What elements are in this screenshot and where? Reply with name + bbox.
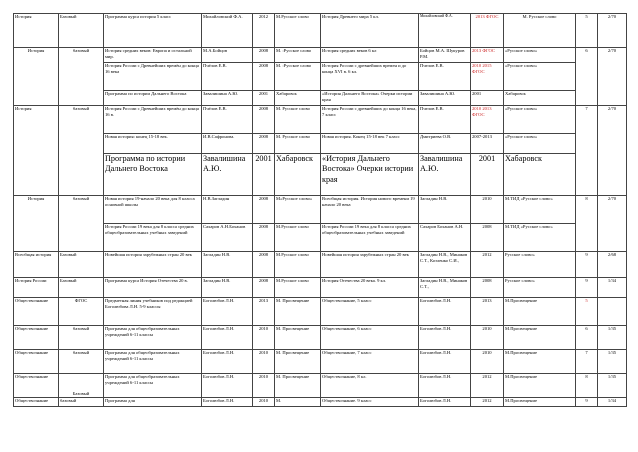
- table-row: [14, 278, 627, 298]
- program-cell: Программа для: [104, 398, 202, 407]
- subject-cell: История: [14, 48, 59, 106]
- textbook-year-cell: 2008: [471, 278, 504, 298]
- program-cell: Программа курса история 5 класс: [104, 14, 202, 48]
- grade-cell: 8: [576, 196, 598, 252]
- author-cell: Загладин Н.В.: [202, 252, 253, 278]
- hours-cell: [598, 298, 627, 326]
- textbook-publisher-cell: М.Просвещение: [504, 398, 576, 407]
- year-cell: 2012: [253, 14, 275, 48]
- grade-cell: 9: [576, 398, 598, 407]
- textbook-publisher-cell: М.Просвещение: [504, 326, 576, 350]
- textbook-author-cell: Завалишина А.Ю.: [419, 154, 471, 196]
- program-cell: История России с Древнейших времён до конца 16 в.: [104, 106, 202, 134]
- table-row: [14, 326, 627, 350]
- hours-cell: 2/70: [598, 196, 627, 252]
- grade-cell: 7: [576, 106, 598, 196]
- textbook-author-cell: Михайловский Ф.А.: [419, 14, 471, 48]
- year-cell: 2008: [253, 48, 275, 63]
- textbook-author-cell: Боголюбов Л.Н.: [419, 298, 471, 326]
- level-cell: базовый: [59, 48, 104, 106]
- author-cell: Михайловский Ф.А.: [202, 14, 253, 48]
- grade-cell: 9: [576, 252, 598, 278]
- textbook-year-cell: 2010 2013 ФГОС: [471, 106, 504, 134]
- hours-cell: 1/34: [598, 278, 627, 298]
- textbook-cell: Обществознание, 7 класс: [321, 350, 419, 374]
- textbook-year-cell: 2010: [471, 350, 504, 374]
- table-row: [14, 196, 627, 224]
- grade-cell: 5: [576, 298, 598, 326]
- textbook-author-cell: Боголюбов Л.Н.: [419, 398, 471, 407]
- textbook-year-cell: 2012: [471, 398, 504, 407]
- textbook-publisher-cell: Русское слово»: [504, 278, 576, 298]
- textbook-cell: Обществознание, 8 кл.: [321, 374, 419, 398]
- hours-cell: 2/68: [598, 252, 627, 278]
- textbook-author-cell: Пчелов Е.В.: [419, 106, 471, 134]
- subject-cell: Обществознание: [14, 350, 59, 374]
- textbook-year-cell: 2007-2013: [471, 134, 504, 154]
- year-cell: 2010: [253, 398, 275, 407]
- program-cell: Новая история 19-начало 20 века для 8 класса основной школы: [104, 196, 202, 224]
- level-cell: ФГОС: [59, 298, 104, 326]
- subject-cell: История России: [14, 278, 59, 298]
- table-row: [14, 154, 627, 196]
- year-cell: 2008: [253, 134, 275, 154]
- textbook-author-cell: Бойцов М.А. Шукуров Р.М.: [419, 48, 471, 63]
- author-cell: М.А.Бойцов: [202, 48, 253, 63]
- textbook-cell: Новейшая история зарубежных стран 20 век: [321, 252, 419, 278]
- textbook-publisher-cell: «Русское слово»: [504, 63, 576, 91]
- year-cell: 2008: [253, 252, 275, 278]
- author-cell: Боголюбов Л.Н.: [202, 398, 253, 407]
- hours-cell: 1/35: [598, 326, 627, 350]
- curriculum-table: [13, 13, 627, 407]
- year-cell: 2010: [253, 350, 275, 374]
- author-cell: Завалишина А.Ю.: [202, 154, 253, 196]
- author-cell: Пчёлов Е.В.: [202, 63, 253, 91]
- publisher-cell: М. Просвещение: [275, 374, 321, 398]
- publisher-cell: М. :Русское слово: [275, 48, 321, 63]
- year-cell: 2010: [253, 326, 275, 350]
- year-cell: 2008: [253, 196, 275, 224]
- hours-cell: 1/35: [598, 374, 627, 398]
- table-row: [14, 398, 627, 407]
- program-cell: Программа для общеобразовательных учреждений 6-11 классы: [104, 374, 202, 398]
- textbook-year-cell: 2012: [471, 374, 504, 398]
- grade-cell: 6: [576, 48, 598, 106]
- textbook-year-cell: 2010 2015 ФГОС: [471, 63, 504, 91]
- subject-cell: Обществознание: [14, 298, 59, 326]
- author-cell: Загладин Н.В.: [202, 278, 253, 298]
- publisher-cell: М.Русское слово: [275, 224, 321, 252]
- textbook-cell: Обществознание, 5 класс: [321, 298, 419, 326]
- textbook-publisher-cell: Хабаровск: [504, 154, 576, 196]
- level-cell: базовый: [59, 398, 104, 407]
- textbook-author-cell: Дмитриева О.В.: [419, 134, 471, 154]
- textbook-year-cell: 2013: [471, 298, 504, 326]
- hours-cell: 2/70: [598, 14, 627, 48]
- year-cell: 2001: [253, 91, 275, 106]
- textbook-cell: История Отечества 20 века. 9 кл.: [321, 278, 419, 298]
- publisher-cell: М«Русское слово»: [275, 196, 321, 224]
- table-row: [14, 374, 627, 398]
- textbook-year-cell: 2001: [471, 154, 504, 196]
- program-cell: Новейшая история зарубежных стран 20 век: [104, 252, 202, 278]
- textbook-publisher-cell: Хабаровск: [504, 91, 576, 106]
- subject-cell: История: [14, 106, 59, 196]
- level-cell: Базовый: [59, 14, 104, 48]
- publisher-cell: М.: [275, 398, 321, 407]
- textbook-author-cell: Сахаров Боханов А.Н.: [419, 224, 471, 252]
- textbook-year-cell: 2010: [471, 196, 504, 224]
- table-row: [14, 252, 627, 278]
- textbook-year-cell: 2010: [471, 326, 504, 350]
- table-row: [14, 48, 627, 63]
- table-row: [14, 134, 627, 154]
- textbook-cell: История России с древнейших времен и до конца XVI в. 6 кл.: [321, 63, 419, 91]
- table-row: [14, 298, 627, 326]
- grade-cell: 6: [576, 326, 598, 350]
- textbook-author-cell: Боголюбов Л.Н.: [419, 326, 471, 350]
- author-cell: Боголюбов Л.Н.: [202, 326, 253, 350]
- table-row: [14, 63, 627, 91]
- author-cell: Пчёлов Е.В.: [202, 106, 253, 134]
- publisher-cell: М. Просвещение: [275, 298, 321, 326]
- program-cell: История России с Древнейших времён до конца 16 века: [104, 63, 202, 91]
- textbook-author-cell: Завалишина А.Ю.: [419, 91, 471, 106]
- author-cell: Боголюбов Л.Н.: [202, 374, 253, 398]
- program-cell: История средних веков: Европа и остальной мир.: [104, 48, 202, 63]
- year-cell: 2013: [253, 298, 275, 326]
- textbook-author-cell: Загладин Н.В., Минаков С.Т.,: [419, 278, 471, 298]
- program-cell: Программа для общеобразовательных учреждений 6-11 классы: [104, 350, 202, 374]
- subject-cell: История: [14, 196, 59, 252]
- year-cell: 2008: [253, 278, 275, 298]
- hours-cell: 1/34: [598, 398, 627, 407]
- publisher-cell: М.Русское слово: [275, 14, 321, 48]
- author-cell: Боголюбов Л.Н.: [202, 350, 253, 374]
- table-row: [14, 350, 627, 374]
- publisher-cell: М. Русское слово: [275, 106, 321, 134]
- textbook-cell: История России с древнейших до конца 16 века, 7 класс: [321, 106, 419, 134]
- author-cell: Сахаров А.Н.Боханов: [202, 224, 253, 252]
- textbook-cell: Обществознание. 9 класс: [321, 398, 419, 407]
- author-cell: Завалишина А.Ю.: [202, 91, 253, 106]
- level-cell: Базовый: [59, 278, 104, 298]
- textbook-author-cell: Боголюбов Л.Н.: [419, 374, 471, 398]
- program-cell: Программа по истории Дальнего Востока: [104, 154, 202, 196]
- grade-cell: 7: [576, 350, 598, 374]
- publisher-cell: М. Просвещение: [275, 326, 321, 350]
- textbook-publisher-cell: «Русское слово»: [504, 106, 576, 134]
- subject-cell: Обществознание: [14, 398, 59, 407]
- year-cell: 2008: [253, 224, 275, 252]
- program-cell: Программа для общеобразовательных учреждений 6-11 классы: [104, 326, 202, 350]
- textbook-cell: Обществознание, 6 класс: [321, 326, 419, 350]
- textbook-author-cell: Загладин Н.В.: [419, 196, 471, 224]
- textbook-publisher-cell: М.Просвещение: [504, 298, 576, 326]
- textbook-author-cell: Загладин Н.В., Минаков С.Т., Козленко С.И.,: [419, 252, 471, 278]
- publisher-cell: Хабаровск: [275, 154, 321, 196]
- author-cell: И.В.Сафронова.: [202, 134, 253, 154]
- textbook-year-cell: 2001: [471, 91, 504, 106]
- textbook-cell: История России 19 века для 8 класса средних общеобразовательных учебных заведений: [321, 224, 419, 252]
- textbook-publisher-cell: М.Просвещение: [504, 350, 576, 374]
- textbook-year-cell: 2013 ФГОС: [471, 14, 504, 48]
- textbook-author-cell: Пчелов Е.В.: [419, 63, 471, 91]
- year-cell: 2008: [253, 63, 275, 91]
- program-cell: Предметная линия учебников под редакцией Боголюбова Л.Н. 5-9 классы: [104, 298, 202, 326]
- subject-cell: Обществознание: [14, 326, 59, 350]
- textbook-publisher-cell: М. Русское слово: [504, 14, 576, 48]
- textbook-cell: Всеобщая история. История нового времени 19 начало 20 века: [321, 196, 419, 224]
- subject-cell: История: [14, 14, 59, 48]
- textbook-cell: Новая история. Конец 15-18 век 7 класс: [321, 134, 419, 154]
- table-row: [14, 14, 627, 48]
- year-cell: 2008: [253, 106, 275, 134]
- year-cell: 2001: [253, 154, 275, 196]
- grade-cell: 8: [576, 374, 598, 398]
- textbook-publisher-cell: М.ТИД «Русское слово»: [504, 224, 576, 252]
- publisher-cell: М.Русское слово: [275, 252, 321, 278]
- level-cell: Базовый: [59, 374, 104, 398]
- grade-cell: 9: [576, 278, 598, 298]
- level-cell: базовый: [59, 106, 104, 196]
- textbook-publisher-cell: М.ТИД «Русское слово»: [504, 196, 576, 224]
- program-cell: Программа курса История Отечества 20 в.: [104, 278, 202, 298]
- textbook-year-cell: 2012: [471, 252, 504, 278]
- textbook-publisher-cell: Русское слово»: [504, 252, 576, 278]
- program-cell: История России 19 века для 8 класса средних общеобразовательных учебных заведений: [104, 224, 202, 252]
- publisher-cell: М. Русское слово: [275, 134, 321, 154]
- program-cell: Новая история: конец 15-18 век.: [104, 134, 202, 154]
- textbook-year-cell: 2008: [471, 224, 504, 252]
- table-row: [14, 91, 627, 106]
- subject-cell: Обществознание: [14, 374, 59, 398]
- author-cell: Боголюбов Л.Н.: [202, 298, 253, 326]
- publisher-cell: Хабаровск: [275, 91, 321, 106]
- hours-cell: 1/35: [598, 350, 627, 374]
- hours-cell: 2/70: [598, 48, 627, 106]
- textbook-cell: «История Дальнего Востока» Очерки истории края: [321, 91, 419, 106]
- textbook-cell: «История Дальнего Востока» Очерки истории края: [321, 154, 419, 196]
- table-row: [14, 106, 627, 134]
- table-row: [14, 224, 627, 252]
- author-cell: Н.В.Загладин: [202, 196, 253, 224]
- grade-cell: 5: [576, 14, 598, 48]
- textbook-cell: История Древнего мира 5 кл.: [321, 14, 419, 48]
- textbook-publisher-cell: «Русское слово»: [504, 48, 576, 63]
- level-cell: базовый: [59, 350, 104, 374]
- publisher-cell: М. Просвещение: [275, 350, 321, 374]
- subject-cell: Всеобщая история: [14, 252, 59, 278]
- year-cell: 2010: [253, 374, 275, 398]
- textbook-cell: История средних веков 6 кл: [321, 48, 419, 63]
- textbook-publisher-cell: «Русское слово»: [504, 134, 576, 154]
- textbook-publisher-cell: М.Просвещение: [504, 374, 576, 398]
- textbook-author-cell: Боголюбов Л.Н.: [419, 350, 471, 374]
- publisher-cell: М. :Русское слово: [275, 63, 321, 91]
- hours-cell: 2/70: [598, 106, 627, 196]
- program-cell: Программа по истории Дальнего Востока: [104, 91, 202, 106]
- level-cell: базовый: [59, 326, 104, 350]
- level-cell: базовый: [59, 196, 104, 252]
- level-cell: Базовый: [59, 252, 104, 278]
- textbook-year-cell: 2013 ФГОС: [471, 48, 504, 63]
- publisher-cell: М.Русское слово: [275, 278, 321, 298]
